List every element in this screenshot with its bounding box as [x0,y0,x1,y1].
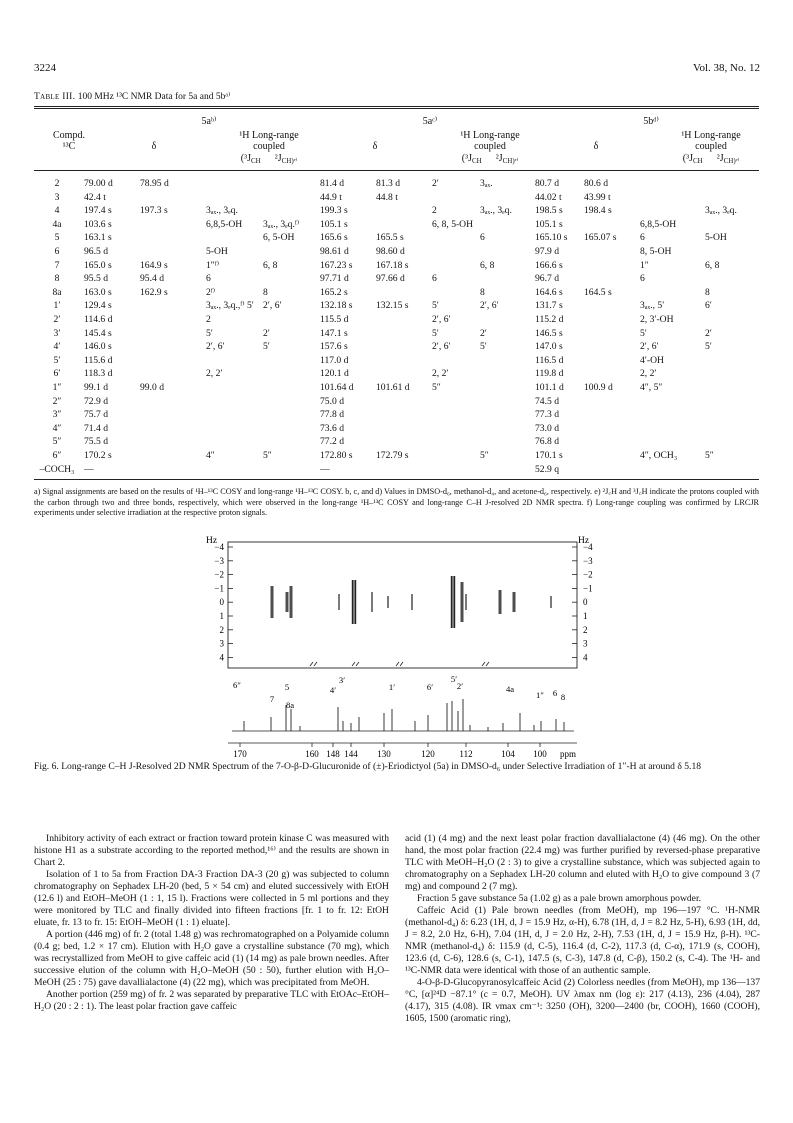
cell-b4: 5′ [480,341,487,353]
coupled-header: coupled [695,141,727,152]
cell-b2: 81.3 d [376,178,400,189]
cell-a3: 3ₐₓ., 3ₑq. [206,205,238,217]
cell-a1: 118.3 d [84,368,113,380]
y-tick-label-left: −4 [214,542,224,552]
cell-b2: 172.79 s [376,450,409,461]
body-left-column [34,833,389,1013]
coupling-type-lr3: (³J [461,153,473,164]
cell-b2: 98.60 d [376,246,405,257]
body-paragraph: Fraction 5 gave substance 5a (1.02 g) as a pale brown amorphous powder. [417,893,702,904]
y-tick-label-left: −2 [214,569,224,580]
cell-b3: 6, 8, 5-OH [432,218,474,230]
cell-a3: 2ᶠ⁾ [206,286,216,298]
cell-a3: 2′, 6′ [206,341,225,353]
cell-c2: 198.4 s [584,205,612,217]
cell-a1: 115.6 d [84,354,113,366]
y-tick-label-right: 3 [583,638,588,649]
cell-b1: 132.18 s [320,300,353,312]
cell-a3: 3ₐₓ., 3ₑq.,ᶠ⁾ 5′ [206,300,254,312]
peak-label: 6 [552,688,558,698]
coupling-type-lr4b: CH)ᵉ⁾ [502,157,519,165]
cell-a1: 71.4 d [84,422,108,434]
cell-c: 2 [54,178,60,189]
body-paragraph: 4-O-β-D-Glucopyranosylcaffeic Acid (2) Colorless needles (from MeOH), mp 136—137 °C, [α]²⁴D −87.1° (c = 0.7, MeOH). UV λmax nm (log ε): 217 (4.13), 236 (4.04), 287 (4.17), 315 (4.08). IR νmax cm⁻¹: 3250 (OH), 3200—2400 (br, COOH), 1660 (COOH), 1605, 1500 (aromatic ring), [405,977,760,1024]
cell-c1: 147.0 s [535,341,563,353]
axis-break-mark [482,662,489,666]
cell-b4: 8 [480,286,485,298]
long-range-header: ¹H Long-range [460,130,520,141]
cell-c: 7 [54,259,60,271]
y-tick-label-right: 2 [583,624,588,635]
body-paragraph: Isolation of 1 to 5a from Fraction DA-3 Fraction DA-3 (20 g) was subjected to column chromatography on Sephadex LH-20 (bed, 5 × 54 cm) and eluted successively with EtOH (12.6 l) and EtOH–MeOH (1 : 1, 15 l). Fractions were collected in 5 ml portions and they were monitored by TLC and finally divided into fifteen fractions [fr. 1 to fr. 12: EtOH eluate, fr. 13 to fr. 15: EtOH–MeOH (1 : 1) eluate]. [34,869,389,928]
coupled-header: coupled [474,141,506,152]
coupling-type-lr3b: CH [693,157,703,165]
y-tick-label-right: −1 [583,583,593,594]
x-tick-label: 148 [326,749,340,759]
cell-a1: 129.4 s [84,300,112,312]
group-title: 5aᶜ⁾ [422,116,438,127]
cell-c1: 80.7 d [535,178,559,189]
cell-c1: 166.6 s [535,259,563,271]
y-tick-label-right: 1 [583,611,588,621]
cell-b4: 3ₐₓ. [480,178,493,189]
cell-b3: 2′ [432,178,439,189]
cell-b2: 165.5 s [376,232,404,244]
table-footnotes: a) Signal assignments are based on the results of ¹H–¹³C COSY and long-range ¹H–¹³C COSY. b, c, and d) Values in DMSO-d₆, methanol-d₄, and acetone-d₆, respectively. e) ²J꜀H and ³J꜀H indicate the protons coupled with the carbon through two and three bonds, respectively, which were observed in the long-range ¹H–¹³C COSY and long-range C–H J-resolved 2D NMR spectra. f) Long-range coupling was confirmed by LRCJR experiments under selective irradiation at the respective proton signals. [34,487,759,518]
cell-a3: 5-OH [206,246,228,257]
cell-a4: 8 [263,286,268,298]
cell-c1: 119.8 d [535,368,564,380]
contour-plot-frame [228,542,577,668]
table-top-rule [34,106,759,107]
body-paragraph: Inhibitory activity of each extract or fraction toward protein kinase C was measured with histone H1 as a substrate according to the reported method,¹⁶⁾ and the results are shown in Chart 2. [34,833,389,868]
body-paragraph: acid (1) (4 mg) and the next least polar fraction davallialactone (4) (46 mg). On the other hand, the most polar fraction (22.4 mg) was further purified by reversed-phase preparative TLC with MeOH–H₂O (2 : 3) to give a crystalline substance, which was subjected again to chromatography on a Sephadex LH-20 column and eluted with H₂O to give compound 3 (7 mg) and compound 2 (7 mg). [405,833,760,892]
cell-c: 4a [52,218,62,230]
body-paragraph: A portion (446 mg) of fr. 2 (total 1.48 g) was rechromatographed on a Polyamide column (0.4 g; bed, 1.2 × 17 cm). Elution with H₂O gave a crystalline substance (70 mg), which was recrystallized from MeOH to give caffeic acid (1) (14 mg) as pale brown needles. After successive elution of the column with H₂O–MeOH (50 : 50), further elution with H₂O–MeOH (25 : 75) gave davallialactone (4) (22 mg), which was precipitated from MeOH. [34,929,389,988]
cell-c1: 165.10 s [535,232,568,244]
cell-c3: 6 [640,273,645,285]
cell-b1: — [320,463,330,475]
x-tick-label: 130 [377,749,391,759]
cell-b1: 81.4 d [320,178,344,189]
cell-c2: 43.99 t [584,191,611,203]
cell-a4: 5′ [263,341,270,353]
cell-a4: 6, 5-OH [263,232,295,244]
coupling-type-lr4: ²J [274,153,282,164]
delta-header: δ [593,141,599,152]
cell-c3: 4′-OH [640,354,664,366]
x-tick-label: ppm [559,749,577,759]
cell-b3: 2 [432,205,437,217]
peak-label: 8a [285,700,295,710]
cell-b1: 77.2 d [320,436,344,448]
cell-a1: 95.5 d [84,273,108,285]
cell-a2: 164.9 s [140,259,168,271]
cell-b2: 101.61 d [376,382,410,393]
cell-c3: 4″, OCH₃ [640,450,678,461]
cell-c1: 146.5 s [535,327,563,339]
peak-label: 4′ [329,685,337,695]
y-tick-label-left: 4 [219,652,224,663]
cell-c1: 52.9 q [535,463,559,475]
cell-c1: 131.7 s [535,300,563,312]
cell-c1: 105.1 s [535,218,563,230]
cell-c1: 115.2 d [535,314,564,325]
cell-c4: 5′ [705,341,712,353]
cell-a4: 2′, 6′ [263,300,282,312]
group-title: 5aᵇ⁾ [201,116,217,127]
delta-header: δ [372,141,378,152]
x-tick-label: 144 [344,749,358,759]
cell-c2: 80.6 d [584,178,608,189]
cell-a1: 79.00 d [84,178,113,189]
cell-b1: 167.23 s [320,259,353,271]
cell-b1: 199.3 s [320,205,348,217]
cell-c: 8a [52,286,62,298]
y-tick-label-left: −3 [214,555,224,566]
cell-a1: 42.4 t [84,191,106,203]
cell-c3: 2, 2′ [640,368,657,380]
cell-c1: 116.5 d [535,354,564,366]
cell-b2: 167.18 s [376,259,409,271]
cell-c1: 101.1 d [535,382,564,393]
coupling-type-lr3: (³J [682,153,694,164]
cell-c1: 97.9 d [535,246,559,257]
table-bottom-rule [34,479,759,480]
cell-a4: 3ₐₓ., 3ₑq.ᶠ⁾ [263,218,300,230]
cell-c: 2″ [52,395,62,407]
cell-a1: 146.0 s [84,341,112,353]
x-tick-label: 160 [305,749,319,759]
cell-c3: 2, 3′-OH [640,314,674,325]
coupling-type-lr4: ²J [495,153,503,164]
y-tick-label-right: 0 [583,597,588,608]
table-caption-label: Table III. [34,92,76,102]
cell-b2: 132.15 s [376,300,409,312]
peak-label: 2′ [456,681,464,691]
cell-b1: 97.71 d [320,273,349,285]
cell-c1: 164.6 s [535,286,563,298]
cell-b1: 115.5 d [320,314,349,325]
jres-2d-nmr-figure [0,528,793,838]
x-tick-label: 170 [233,749,247,759]
cell-b3: 5″ [432,382,441,393]
cell-c1: 44.02 t [535,191,562,203]
delta-header: δ [151,141,157,152]
cell-c4: 3ₐₓ., 3ₑq. [705,205,737,217]
y-axis-right [572,542,593,662]
cell-c1: 198.5 s [535,205,563,217]
x-tick-label: 112 [459,749,473,759]
axis-break-mark [396,662,403,666]
cell-c1: 170.1 s [535,450,563,461]
cell-a2: 197.3 s [140,205,168,217]
hz-label-left: Hz [206,536,218,546]
coupling-type-header [651,153,771,167]
body-paragraph: Another portion (259 mg) of fr. 2 was separated by preparative TLC with EtOAc–EtOH–H₂O (20 : 2 : 1). The least polar fraction gave caffeic [34,989,389,1012]
peak-label: 7 [269,694,275,704]
contour-peaks [271,576,551,628]
cell-c3: 3ₐₓ., 5′ [640,300,665,312]
cell-a1: 145.4 s [84,327,112,339]
cell-a1: 75.5 d [84,436,108,448]
y-tick-label-left: 1 [219,611,224,621]
cell-a1: — [84,463,94,475]
cell-a1: 170.2 s [84,450,112,461]
cell-c3: 6 [640,232,645,244]
cell-a1: 96.5 d [84,246,108,257]
1d-projection-spectrum [232,699,574,731]
cell-c1: 77.3 d [535,409,559,421]
coupling-type-lr3b: CH [472,157,482,165]
axis-break-mark [352,662,359,666]
cell-c1: 96.7 d [535,273,559,285]
cell-b2: 44.8 t [376,191,398,203]
cell-b1: 75.0 d [320,395,344,407]
y-tick-label-left: 3 [219,638,224,649]
y-tick-label-right: −4 [583,542,593,552]
cell-b4: 5″ [480,450,489,461]
cell-c: 6′ [53,368,61,380]
peak-label: 6′ [426,682,434,692]
cell-a3: 1″ᶠ⁾ [206,259,220,271]
coupling-type-lr3b: CH [251,157,261,165]
cell-b1: 101.64 d [320,382,354,393]
body-paragraph: Caffeic Acid (1) Pale brown needles (from MeOH), mp 196—197 °C. ¹H-NMR (methanol-d₄) δ: 6.23 (1H, d, J = 15.9 Hz, α-H), 6.78 (1H, d, J = 8.2 Hz, 5-H), 6.93 (1H, dd, J = 8.2, 2.0 Hz, 6-H), 7.04 (1H, d, J = 2.0 Hz, 2-H), 7.53 (1H, d, J = 15.9 Hz, β-H). ¹³C-NMR (methanol-d₄) δ: 115.9 (d, C-5), 116.4 (d, C-2), 117.3 (d, C-α), 171.9 (s, COOH), 123.6 (d, C-6), 128.6 (s, C-1), 147.5 (s, C-3), 147.8 (d, C-β), 150.2 (s, C-4). The ¹H- and ¹³C-NMR data were identical with those of an authentic sample. [405,905,760,976]
compd-sub-header: ¹³C [62,141,76,152]
cell-c4: 6, 8 [705,259,720,271]
group-title: 5bᵈ⁾ [643,116,659,127]
cell-b2: 97.66 d [376,273,405,285]
cell-b4: 2′ [480,327,487,339]
cell-a3: 6,8,5-OH [206,218,243,230]
cell-b1: 165.2 s [320,286,348,298]
table-caption-text: 100 MHz ¹³C NMR Data for 5a and 5bᵃ⁾ [77,92,231,102]
long-range-header: ¹H Long-range [681,130,741,141]
cell-b1: 73.6 d [320,422,344,434]
cell-a3: 5′ [206,327,213,339]
cell-c: 6″ [52,450,62,461]
cell-a1: 197.4 s [84,205,112,217]
y-tick-label-left: 2 [219,624,224,635]
cell-a2: 99.0 d [140,382,164,393]
cell-c4: 6′ [705,300,712,312]
cell-c2: 164.5 s [584,286,612,298]
y-axis-left [214,542,233,662]
coupling-type-header [430,153,550,167]
cell-c2: 165.07 s [584,232,617,244]
peak-label: 4a [505,684,515,694]
cell-c3: 2′, 6′ [640,341,659,353]
cell-b4: 3ₐₓ., 3ₑq. [480,205,512,217]
cell-b1: 105.1 s [320,218,348,230]
peak-labels [233,674,565,710]
cell-a1: 99.1 d [84,382,108,393]
coupling-type-header [209,153,329,167]
cell-a1: 75.7 d [84,409,108,421]
cell-c: 2′ [53,314,61,325]
hz-label-right: Hz [578,536,590,546]
cell-c: 5′ [53,354,61,366]
cell-b1: 172.80 s [320,450,353,461]
cell-c1: 73.0 d [535,422,559,434]
cell-c4: 5-OH [705,232,727,244]
coupled-header: coupled [253,141,285,152]
cell-b1: 157.6 s [320,341,348,353]
body-right-column [405,833,760,1025]
cell-a1: 165.0 s [84,259,112,271]
cell-b3: 6 [432,273,437,285]
table-top-rule-2 [34,108,759,109]
cell-c1: 74.5 d [535,395,559,407]
cell-a4: 6, 8 [263,259,278,271]
cell-c1: 76.8 d [535,436,559,448]
cell-c: 1″ [52,382,62,393]
cell-c: 8 [54,273,60,285]
coupling-type-lr4: ²J [716,153,724,164]
cell-b4: 2′, 6′ [480,300,499,312]
cell-a1: 103.6 s [84,218,112,230]
cell-b3: 5′ [432,327,439,339]
compd-header: Compd. [53,130,85,141]
page-number: 3224 [34,62,56,74]
cell-c: 4′ [53,341,61,353]
peak-label: 8 [560,692,566,702]
y-tick-label-right: −3 [583,555,593,566]
cell-b3: 2, 2′ [432,368,449,380]
cell-c3: 5′ [640,327,647,339]
cell-a1: 163.0 s [84,286,112,298]
cell-c: 3″ [52,409,62,421]
cell-c: 6 [54,246,60,257]
peak-label: 1″ [536,690,544,700]
cell-a1: 72.9 d [84,395,108,407]
x-tick-label: 104 [501,749,515,759]
cell-a3: 4″ [206,450,215,461]
cell-c4: 2′ [705,327,712,339]
cell-a4: 2′ [263,327,270,339]
cell-a3: 2, 2′ [206,368,223,380]
cell-c: 3′ [53,327,61,339]
cell-b3: 2′, 6′ [432,341,451,353]
cell-c: 4″ [52,422,62,434]
y-tick-label-right: −2 [583,569,593,580]
cell-a2: 78.95 d [140,178,169,189]
figure-caption: Fig. 6. Long-range C–H J-Resolved 2D NMR Spectrum of the 7-O-β-D-Glucuronide of (±)-Eriodictyol (5a) in DMSO-d₆ under Selective Irradiation of 1″-H at around δ 5.18 [34,761,702,772]
x-tick-label: 100 [533,749,547,759]
cell-c3: 8, 5-OH [640,246,672,257]
cell-a2: 95.4 d [140,273,164,285]
cell-c: 5″ [52,436,62,448]
cell-a3: 2 [206,314,211,325]
coupling-type-lr4b: CH)ᵉ⁾ [281,157,298,165]
y-tick-label-left: −1 [214,583,224,594]
cell-c: 1′ [53,300,61,312]
cell-a3: 6 [206,273,211,285]
axis-break-mark [310,662,317,666]
cell-c3: 1″ [640,259,649,271]
cell-b1: 117.0 d [320,354,349,366]
cell-c: –COCH₃ [39,463,75,475]
cell-b1: 165.6 s [320,232,348,244]
cell-b3: 5′ [432,300,439,312]
peak-label: 5 [284,682,290,692]
y-tick-label-left: 0 [219,597,224,608]
peak-label: 5′ [450,674,458,684]
cell-c2: 100.9 d [584,382,613,393]
axis-breaks [310,662,489,666]
peak-label: 1′ [388,682,396,692]
cell-b4: 6 [480,232,485,244]
cell-a2: 162.9 s [140,286,168,298]
table-caption [34,91,230,102]
cell-b1: 77.8 d [320,409,344,421]
cell-a4: 5″ [263,450,272,461]
cell-b3: 2′, 6′ [432,314,451,325]
peak-label: 3′ [338,675,346,685]
cell-b1: 147.1 s [320,327,348,339]
peak-label: 6″ [233,680,241,690]
coupling-type-lr4b: CH)ᵉ⁾ [723,157,740,165]
coupling-type-lr3: (³J [240,153,252,164]
long-range-header: ¹H Long-range [239,130,299,141]
cell-a1: 163.1 s [84,232,112,244]
cell-c: 4 [54,205,60,217]
cell-b1: 44.9 t [320,191,342,203]
cell-c: 5 [54,232,60,244]
cell-a1: 114.6 d [84,314,113,325]
cell-b1: 98.61 d [320,246,349,257]
x-axis-ticks [233,743,576,759]
cell-c3: 4″, 5″ [640,382,663,393]
x-tick-label: 120 [421,749,435,759]
cell-b4: 6, 8 [480,259,495,271]
volume-issue: Vol. 38, No. 12 [692,62,760,74]
cell-c4: 8 [705,286,710,298]
table-header-rule [34,170,759,171]
cell-c: 3 [54,191,60,203]
cell-c4: 5″ [705,450,714,461]
y-tick-label-right: 4 [583,652,588,663]
cell-b1: 120.1 d [320,368,349,380]
cell-c3: 6,8,5-OH [640,218,677,230]
